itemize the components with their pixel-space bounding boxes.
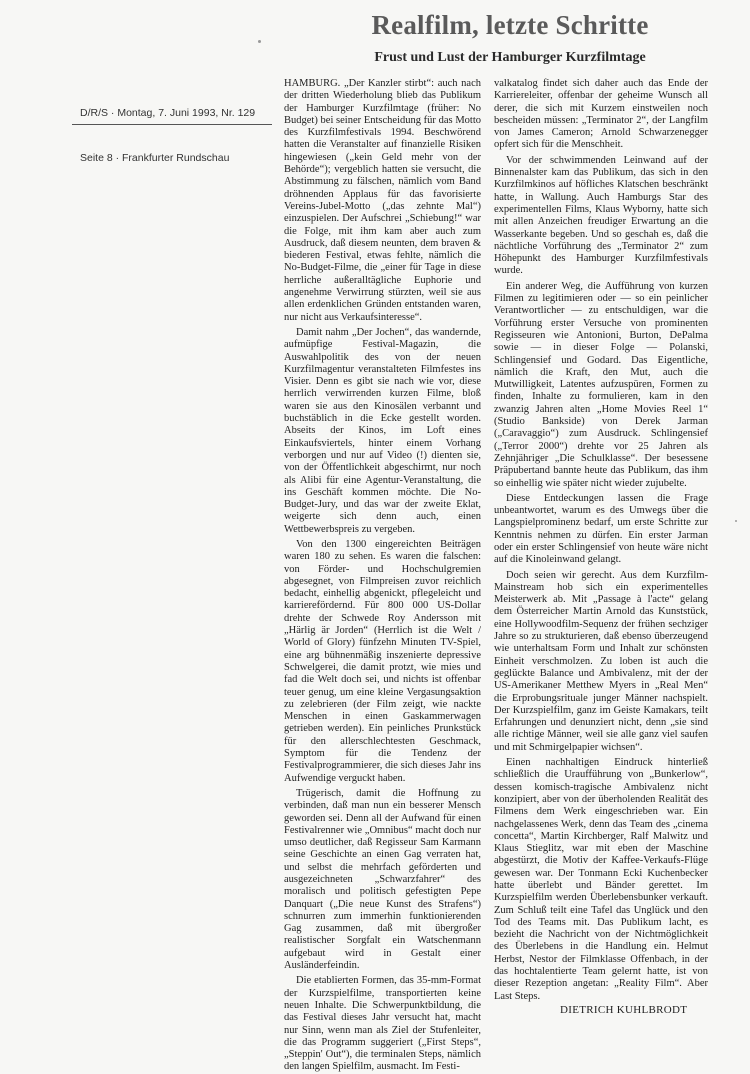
article-column-2	[494, 78, 708, 1004]
scan-speck	[258, 40, 261, 43]
source-line: D/R/S · Montag, 7. Juni 1993, Nr. 129	[80, 107, 256, 119]
paragraph: HAMBURG. „Der Kanzler stirbt“: auch nach der dritten Wiederholung blieb das Publikum der Hamburger Kurzfilmtage (früher: No Budget) bei seiner Entscheidung für das Motto des Kurzfilmfestivals 1994. Beschwörend hatten die Veranstalter auf finanzielle Risiken hingewiesen („kein Geld mehr von der Behörde“); vergeblich hatten sie versucht, die Abstimmung zu fälschen, nämlich vom Band dröhnenden Applaus für das favorisierte Vereins-Jubel-Motto („das zehnte Mal“) einzuspielen. Der Aufschrei „Schiebung!“ war die Folge, mit ihm kam aber auch zum Ausdruck, daß diesem neunten, dem braven & biederen Festival, etwas fehlte, nämlich die No-Budget-Filme, die „einer für Tage in diese herrliche außeralltägliche Euphorie und angenehme Verwirrung stürzten, weil sie aus allen erdenklichen Gründen entstanden waren, nur nicht aus Verkaufsinteresse“.	[284, 78, 481, 323]
paragraph: Doch seien wir gerecht. Aus dem Kurzfilm-Mainstream hob sich ein experimentelles Meisterwerk ab. Mit „Passage à l'acte“ gelang dem Österreicher Martin Arnold das Kunststück, eine Hollywoodfilm-Sequenz der frühen sechziger Jahre so zu strukturieren, daß ebenso überzeugend wie unterhaltsam Form und Inhalt zur schönsten Einheit verschmolzen. Zu loben ist auch die geglückte Balance und Ambivalenz, mit der der US-Amerikaner Metthew Myers in „Real Men“ die Erprobungsrituale junger Männer nachspielt. Der Kurzspielfilm, ganz im Geiste Kamakars, teilt Erfahrungen und denunziert nicht, denn „sie sind alle richtige Männer, weil sie alle ganz viel saufen und mit Schmirgelpapier wichsen“.	[494, 569, 708, 753]
divider-rule	[72, 124, 272, 125]
article-column-1	[284, 78, 481, 1073]
paragraph: Trügerisch, damit die Hoffnung zu verbinden, daß man nun ein besserer Mensch geworden sei. Denn all der Aufwand für einen Festivalrenner wie „Omnibus“ macht doch nur umso deutlicher, daß Regisseur Sam Karmann seine Geschichte an einen Gag verraten hat, und selbst die mehrfach geförderten und ausgezeichneten „Schwarzfahrer“ des moralisch und politisch gefestigten Pepe Danquart („Die neue Kunst des Strafens“) schnurren zum immerhin funktionierenden Gag zusammen, daß mit übergroßer realistischer Sorgfalt ein Watschenmann aufgebaut wird in Gestalt einer Ausländerfeindin.	[284, 787, 481, 972]
paragraph: valkatalog findet sich daher auch das Ende der Karriereleiter, offenbar der geheime Wunsch all derer, die sich mit Kurzem einstweilen noch bescheiden müssen: „Terminator 2“, der Langfilm von James Cameron; Arnold Schwarzenegger opfert sich für die Menschheit.	[494, 78, 708, 151]
subheadline: Frust und Lust der Hamburger Kurzfilmtage	[374, 50, 646, 65]
scan-speck	[735, 520, 737, 522]
paragraph: Damit nahm „Der Jochen“, das wandernde, aufmüpfige Festival-Magazin, die Auswahlpolitik des von der neuen Kurzfilmagentur veranstalteten Filmfestes ins Visier. Denn es gibt sie nach wie vor, diese herrlich verwirrenden kurzen Filme, bloß waren sie aus den Kinosälen verbannt und buchstäblich in die Ecke gestellt worden. Abseits der Kinos, im Loft eines Einkaufsviertels, hinter einem Vorhang verborgen und nur auf Video (!) dienten sie, von der Öffentlichkeit abgeschirmt, nur noch als Alibi für eine Agentur-Veranstaltung, die ins Geschäft kommen möchte. Die No-Budget-Jury, und das war der zweite Eklat, weigerte sich denn auch, einen Wettbewerbspreis zu vergeben.	[284, 326, 481, 535]
paragraph: Diese Entdeckungen lassen die Frage unbeantwortet, warum es des Umwegs über die Langspielprominenz bedarf, um erste Schritte zur Kenntnis nehmen zu dürfen. Ein erster Jarman oder ein erster Schlingensief von heute wäre nicht auf die Kinoleinwand gelangt.	[494, 492, 708, 566]
paragraph: Vor der schwimmenden Leinwand auf der Binnenalster kam das Publikum, das sich in den Kurzfilmkinos auf höfliches Klatschen beschränkt hatte, in Wallung. Auch Hamburgs Star des experimentellen Films, Klaus Wyborny, hatte sich mit allen Anzeichen freudiger Erwartung an die Wasserkante begeben. Und so geschah es, daß die nächtliche Vorführung des „Terminator 2“ zum Höhepunkt des Hamburger Kurzfilmfestivals wurde.	[494, 154, 708, 277]
paragraph: Einen nachhaltigen Eindruck hinterließ schließlich die Uraufführung von „Bunkerlow“, dessen komisch-tragische Ambivalenz nicht konzipiert, aber von der überholenden Realität des Filmens dem Werk eingeschrieben war. Ein nachgelassenes Werk, denn das Team des „cinema concetta“, Martin Kirchberger, Ralf Malwitz und Klaus Stieglitz, war mit eben der Maschine abgestürzt, die Motiv der Kaffee-Verkaufs-Flüge gewesen war. Der Tonmann Ecki Kuchenbecker hatte überlebt und Bänder gerettet. Im Kurzspielfilm werden Überlebensbunker verkauft. Zum Schluß teilt eine Tafel das Unglück und den Tod des Teams mit. Das Publikum lacht, es bezieht die Nachricht von der Nichtmöglichkeit des Überlebens in die Handlung ein. Helmut Herbst, Nestor der Filmklasse Offenbach, in der das hochtalentierte Team gelernt hatte, ist von dieser Rezeption angetan: „Reality Film“. Aber Last Steps.	[494, 757, 708, 1002]
headline: Realfilm, letzte Schritte	[371, 10, 649, 40]
byline: DIETRICH KUHLBRODT	[560, 1004, 688, 1016]
paragraph: Von den 1300 eingereichten Beiträgen waren 180 zu sehen. Es waren die falschen: von Förder- und Hochschulgremien abgesegnet, von Filmpreisen zuvor reichlich bedacht, einhellig abgenickt, pflegeleicht und karrierefördernd. Für 800 000 US-Dollar drehte der Schwede Roy Andersson mit „Härlig är Jorden“ (Herrlich ist die Welt / World of Glory) fünfzehn Minuten TV-Spiel, eine arg bühnenmäßig inszenierte depressive Schwelgerei, die damit protzt, wie mies und fad die Welt doch sei, und nichts ist offenbar teuer genug, um eine kleine Vergasungsaktion zu zelebrieren (der Film zeigt, wie nackte Menschen in einen Gaskammerwagen getrieben werden). Ein peinliches Prunkstück für den allerschlechtesten Geschmack, Symptom für die Tendenz der Festivalprogrammierer, die sich dieses Jahr ins Aufwendige verguckt haben.	[284, 538, 481, 784]
paragraph: Ein anderer Weg, die Aufführung von kurzen Filmen zu legitimieren oder — so ein peinlicher Verantwortlicher — zu entschuldigen, war die Vorführung erster Versuche von prominenten Regisseuren wie Antonioni, Burton, DePalma sowie — in dieser Folge — Polanski, Schlingensief und Godard. Das Eigentliche, nämlich die Kraft, den Mut, auch die Mutwilligkeit, Latentes aufzuspüren, Formen zu finden, Inhalte zu formulieren, kam in den zwanzig Jahren alten „Home Movies Reel 1“ (Studio Bankside) von Derek Jarman („Caravaggio“) zum Ausdruck. Schlingensief („Terror 2000“) drehte vor 25 Jahren als Zehnjähriger „Die Schulklasse“. Der besessene Präpubertand bannte heute das Publikum, das ihm so einhellig wie später nicht wieder zujubelte.	[494, 280, 708, 489]
paragraph: Die etablierten Formen, das 35-mm-Format der Kurzspielfilme, transportierten keine neuen Inhalte. Die Schwerpunktbildung, die das Festival dieses Jahr versucht hat, macht nur Sinn, wenn man als Ziel der Stufenleiter, die das Programm suggeriert („First Steps“, „Steppin' Out“), die terminalen Steps, nämlich den langen Spielfilm, ausmacht. Im Festi-	[284, 975, 481, 1073]
page-reference: Seite 8 · Frankfurter Rundschau	[80, 152, 230, 164]
